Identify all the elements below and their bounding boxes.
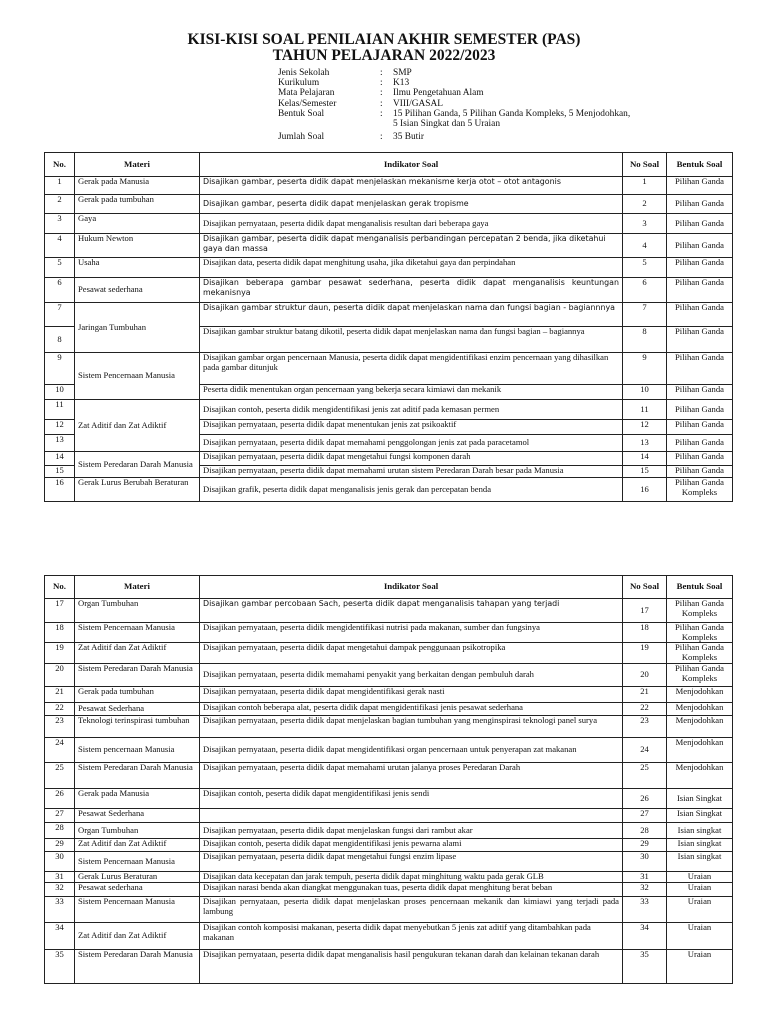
col-header-materi: Materi: [75, 576, 200, 599]
cell-no: 21: [45, 687, 75, 703]
cell-materi: Sistem Peredaran Darah Manusia: [75, 664, 200, 687]
document-title: KISI-KISI SOAL PENILAIAN AKHIR SEMESTER (PAS): [187, 31, 581, 48]
cell-no: 23: [45, 716, 75, 738]
document-subtitle: TAHUN PELAJARAN 2022/2023: [272, 47, 496, 64]
cell-materi: Gerak pada tumbuhan: [75, 195, 200, 214]
cell-materi: Pesawat Sederhana: [75, 703, 200, 716]
cell-no: 26: [45, 789, 75, 809]
table-row: [45, 897, 733, 923]
cell-materi: Gerak pada Manusia: [75, 789, 200, 809]
cell-no-soal: 26: [623, 789, 667, 809]
cell-no: 8: [45, 327, 75, 353]
cell-no-soal: 30: [623, 852, 667, 872]
table-row: [45, 303, 733, 327]
cell-indikator: [200, 809, 623, 823]
cell-indikator: Disajikan pernyataan, peserta didik dapat menjelaskan bagian tumbuhan yang menginspirasi teknologi panel surya: [200, 716, 623, 738]
cell-bentuk: Isian singkat: [667, 852, 733, 872]
cell-no-soal: 14: [623, 452, 667, 466]
cell-indikator: Disajikan gambar struktur batang dikotil, peserta didik dapat menjelaskan nama dan fungsi bagian – bagiannya: [200, 327, 623, 353]
cell-no: 4: [45, 234, 75, 258]
cell-no-soal: 24: [623, 738, 667, 763]
cell-no: 10: [45, 385, 75, 400]
cell-indikator: Disajikan contoh, peserta didik dapat mengidentifikasi jenis pewarna alami: [200, 839, 623, 852]
cell-indikator: Disajikan data kecepatan dan jarak tempuh, peserta didik dapat minghitung waktu pada gerak GLB: [200, 872, 623, 883]
cell-no: 27: [45, 809, 75, 823]
col-header-no: No.: [45, 576, 75, 599]
cell-bentuk: Uraian: [667, 923, 733, 950]
table-row: [45, 763, 733, 789]
meta-row: [278, 132, 693, 142]
table-row: [45, 883, 733, 897]
meta-colon: :: [380, 78, 383, 89]
cell-bentuk: Pilihan Ganda: [667, 400, 733, 420]
meta-label: Bentuk Soal: [278, 108, 325, 119]
cell-materi: Pesawat sederhana: [75, 278, 200, 303]
meta-value: 35 Butir: [393, 132, 424, 143]
cell-materi: Gerak pada tumbuhan: [75, 687, 200, 703]
cell-indikator: Disajikan contoh beberapa alat, peserta didik dapat mengidentifikasi jenis pesawat sederhana: [200, 703, 623, 716]
cell-no: 24: [45, 738, 75, 763]
cell-bentuk: Pilihan Ganda: [667, 385, 733, 400]
cell-no: 7: [45, 303, 75, 327]
cell-materi: Zat Aditif dan Zat Adiktif: [75, 643, 200, 664]
cell-no-soal: 34: [623, 923, 667, 950]
meta-value: SMP: [393, 68, 412, 78]
cell-no: 2: [45, 195, 75, 214]
cell-no: 28: [45, 823, 75, 839]
kisi-table-1: [44, 152, 733, 502]
kisi-table-2: [44, 575, 733, 984]
cell-no-soal: 22: [623, 703, 667, 716]
cell-indikator: Disajikan pernyataan, peserta didik memahami penyakit yang berkaitan dengan pembuluh darah: [200, 664, 623, 687]
cell-indikator: Disajikan contoh, peserta didik mengidentifikasi jenis zat aditif pada kemasan permen: [200, 400, 623, 420]
table-row: [45, 478, 733, 502]
document-meta: [278, 68, 693, 142]
cell-bentuk: Pilihan Ganda: [667, 435, 733, 452]
meta-label: Kelas/Semester: [278, 98, 337, 109]
table-row: [45, 716, 733, 738]
cell-bentuk: Pilihan Ganda Kompleks: [667, 599, 733, 623]
cell-no-soal: 16: [623, 478, 667, 502]
cell-materi: Sistem Peredaran Darah Manusia: [75, 950, 200, 984]
cell-materi: Pesawat sederhana: [75, 883, 200, 897]
cell-bentuk: Pilihan Ganda: [667, 258, 733, 278]
cell-no-soal: 31: [623, 872, 667, 883]
cell-bentuk: Uraian: [667, 883, 733, 897]
cell-no-soal: 5: [623, 258, 667, 278]
cell-materi: Gerak pada Manusia: [75, 177, 200, 195]
cell-bentuk: Pilihan Ganda: [667, 420, 733, 435]
cell-no-soal: 10: [623, 385, 667, 400]
cell-bentuk: Uraian: [667, 872, 733, 883]
cell-bentuk: Pilihan Ganda: [667, 234, 733, 258]
cell-no: 15: [45, 466, 75, 478]
table-row: [45, 823, 733, 839]
cell-materi: Organ Tumbuhan: [75, 599, 200, 623]
cell-indikator: Disajikan pernyataan, peserta didik dapat mengetahui fungsi enzim lipase: [200, 852, 623, 872]
col-header-bentuk: Bentuk Soal: [667, 153, 733, 177]
meta-colon: :: [380, 68, 383, 78]
table-row: [45, 400, 733, 420]
cell-materi: Sistem Pencernaan Manusia: [75, 852, 200, 872]
col-header-indikator: Indikator Soal: [200, 153, 623, 177]
cell-indikator: Disajikan pernyataan, peserta didik dapat mengetahui fungsi komponen darah: [200, 452, 623, 466]
cell-materi: Zat Aditif dan Zat Adiktif: [75, 839, 200, 852]
cell-no: 32: [45, 883, 75, 897]
meta-colon: :: [380, 88, 383, 99]
cell-bentuk: Isian singkat: [667, 839, 733, 852]
cell-indikator: Disajikan contoh komposisi makanan, peserta didik dapat menyebutkan 5 jenis zat aditif yang ditambahkan pada makanan: [200, 923, 623, 950]
meta-label: Kurikulum: [278, 78, 320, 89]
cell-indikator: Disajikan gambar percobaan Sach, peserta didik dapat menganalisis tahapan yang terjadi: [200, 599, 623, 623]
cell-no: 22: [45, 703, 75, 716]
meta-value: Ilmu Pengetahuan Alam: [393, 88, 484, 99]
cell-bentuk: Uraian: [667, 897, 733, 923]
cell-no: 19: [45, 643, 75, 664]
cell-no-soal: 17: [623, 599, 667, 623]
cell-indikator: Disajikan gambar, peserta didik dapat menganalisis perbandingan percepatan 2 benda, jika diketahui gaya dan massa: [200, 234, 623, 258]
meta-value: K13: [393, 78, 410, 89]
cell-bentuk: Uraian: [667, 950, 733, 984]
cell-no: 5: [45, 258, 75, 278]
cell-no-soal: 20: [623, 664, 667, 687]
cell-bentuk: Pilihan Ganda: [667, 303, 733, 327]
cell-no: 1: [45, 177, 75, 195]
table-row: [45, 687, 733, 703]
cell-bentuk: Isian Singkat: [667, 809, 733, 823]
col-header-no-soal: No Soal: [623, 576, 667, 599]
cell-indikator: Disajikan gambar, peserta didik dapat menjelaskan gerak tropisme: [200, 195, 623, 214]
cell-no: 13: [45, 435, 75, 452]
table-row: [45, 452, 733, 466]
cell-no: 3: [45, 214, 75, 234]
cell-no-soal: 33: [623, 897, 667, 923]
cell-bentuk: Menjodohkan: [667, 687, 733, 703]
cell-bentuk: Isian singkat: [667, 823, 733, 839]
table-row: [45, 599, 733, 623]
cell-indikator: Disajikan pernyataan, peserta didik dapat menganalisis hasil pengukuran tekanan darah dan kelainan tekanan darah: [200, 950, 623, 984]
cell-materi: Gerak Lurus Berubah Beraturan: [75, 478, 200, 502]
cell-no-soal: 3: [623, 214, 667, 234]
cell-no-soal: 28: [623, 823, 667, 839]
cell-no-soal: 12: [623, 420, 667, 435]
col-header-indikator: Indikator Soal: [200, 576, 623, 599]
cell-materi: Jaringan Tumbuhan: [75, 303, 200, 353]
cell-no: 35: [45, 950, 75, 984]
cell-indikator: Disajikan pernyataan, peserta didik dapat memahami penggolongan jenis zat pada paracetamol: [200, 435, 623, 452]
cell-indikator: Disajikan pernyataan, peserta didik dapat mengetahui dampak penggunaan psikotropika: [200, 643, 623, 664]
cell-materi: Hukum Newton: [75, 234, 200, 258]
cell-bentuk: Pilihan Ganda Kompleks: [667, 478, 733, 502]
cell-no: 12: [45, 420, 75, 435]
cell-no: 30: [45, 852, 75, 872]
cell-no: 31: [45, 872, 75, 883]
cell-bentuk: Pilihan Ganda Kompleks: [667, 664, 733, 687]
cell-indikator: Disajikan pernyataan, peserta didik dapat menjelaskan proses pencernaan mekanik dan kimiawi yang terjadi pada lambung: [200, 897, 623, 923]
table-row: [45, 353, 733, 385]
cell-no: 14: [45, 452, 75, 466]
cell-no-soal: 25: [623, 763, 667, 789]
cell-indikator: Disajikan pernyataan, peserta didik dapat menjelaskan fungsi dari rambut akar: [200, 823, 623, 839]
table-row: [45, 789, 733, 809]
meta-row: [278, 88, 693, 98]
table-row: [45, 950, 733, 984]
cell-indikator: Disajikan pernyataan, peserta didik mengidentifikasi nutrisi pada makanan, sumber dan fungsinya: [200, 623, 623, 643]
meta-label: Mata Pelajaran: [278, 88, 335, 99]
cell-materi: Sistem Pencernaan Manusia: [75, 353, 200, 400]
cell-materi: Sistem Pencernaan Manusia: [75, 897, 200, 923]
cell-indikator: Disajikan pernyataan, peserta didik dapat memahami urutan jalanya proses Peredaran Darah: [200, 763, 623, 789]
cell-materi: Sistem Pencernaan Manusia: [75, 623, 200, 643]
cell-bentuk: Menjodohkan: [667, 703, 733, 716]
col-header-no: No.: [45, 153, 75, 177]
cell-no: 29: [45, 839, 75, 852]
cell-bentuk: Menjodohkan: [667, 716, 733, 738]
cell-indikator: Disajikan gambar organ pencernaan Manusia, peserta didik dapat mengidentifikasi enzim pencernaan yang dihasilkan pada gambar ditunjuk: [200, 353, 623, 385]
table-header-row: [45, 576, 733, 599]
meta-value-continued: 5 Isian Singkat dan 5 Uraian: [393, 119, 501, 130]
cell-no-soal: 6: [623, 278, 667, 303]
cell-indikator: Disajikan beberapa gambar pesawat sederhana, peserta didik dapat menganalisis keuntungan mekanisnya: [200, 278, 623, 303]
cell-no: 33: [45, 897, 75, 923]
table-row: [45, 703, 733, 716]
table-row: [45, 258, 733, 278]
cell-bentuk: Pilihan Ganda: [667, 195, 733, 214]
cell-bentuk: Pilihan Ganda: [667, 278, 733, 303]
cell-no-soal: 23: [623, 716, 667, 738]
cell-no-soal: 7: [623, 303, 667, 327]
table-row: [45, 852, 733, 872]
cell-no: 20: [45, 664, 75, 687]
col-header-materi: Materi: [75, 153, 200, 177]
cell-indikator: Disajikan pernyataan, peserta didik dapat mengidentifikasi gerak nasti: [200, 687, 623, 703]
cell-no-soal: 8: [623, 327, 667, 353]
table-row: [45, 839, 733, 852]
cell-no-soal: 32: [623, 883, 667, 897]
cell-no-soal: 9: [623, 353, 667, 385]
meta-row: [278, 109, 693, 119]
cell-indikator: Disajikan narasi benda akan diangkat menggunakan tuas, peserta didik dapat menghitung berat beban: [200, 883, 623, 897]
cell-no: 9: [45, 353, 75, 385]
cell-no-soal: 21: [623, 687, 667, 703]
cell-bentuk: Pilihan Ganda: [667, 353, 733, 385]
cell-indikator: Disajikan contoh, peserta didik dapat mengidentifikasi jenis sendi: [200, 789, 623, 809]
table-row: [45, 643, 733, 664]
cell-materi: Organ Tumbuhan: [75, 823, 200, 839]
cell-indikator: Disajikan gambar, peserta didik dapat menjelaskan mekanisme kerja otot – otot antagonis: [200, 177, 623, 195]
table-row: [45, 923, 733, 950]
table-row: [45, 234, 733, 258]
cell-indikator: Disajikan grafik, peserta didik dapat menganalisis jenis gerak dan percepatan benda: [200, 478, 623, 502]
table-row: [45, 664, 733, 687]
cell-no-soal: 18: [623, 623, 667, 643]
col-header-no-soal: No Soal: [623, 153, 667, 177]
cell-materi: Sistem Peredaran Darah Manusia: [75, 452, 200, 478]
cell-bentuk: Pilihan Ganda: [667, 327, 733, 353]
cell-bentuk: Isian Singkat: [667, 789, 733, 809]
cell-indikator: Disajikan pernyataan, peserta didik dapat menentukan jenis zat psikoaktif: [200, 420, 623, 435]
table-row: [45, 738, 733, 763]
col-header-bentuk: Bentuk Soal: [667, 576, 733, 599]
meta-value: VIII/GASAL: [393, 98, 443, 109]
cell-indikator: Disajikan gambar struktur daun, peserta didik dapat menjelaskan nama dan fungsi bagian - bagiannnya: [200, 303, 623, 327]
cell-no-soal: 2: [623, 195, 667, 214]
table-row: [45, 623, 733, 643]
cell-no-soal: 11: [623, 400, 667, 420]
cell-materi: Sistem pencernaan Manusia: [75, 738, 200, 763]
meta-row: [278, 68, 693, 78]
cell-no: 11: [45, 400, 75, 420]
cell-bentuk: Pilihan Ganda Kompleks: [667, 623, 733, 643]
cell-no-soal: 29: [623, 839, 667, 852]
meta-label: Jumlah Soal: [278, 132, 325, 143]
meta-colon: :: [380, 132, 383, 143]
cell-materi: Sistem Peredaran Darah Manusia: [75, 763, 200, 789]
cell-no-soal: 15: [623, 466, 667, 478]
cell-bentuk: Pilihan Ganda: [667, 466, 733, 478]
table-row: [45, 195, 733, 214]
cell-no: 18: [45, 623, 75, 643]
cell-no-soal: 4: [623, 234, 667, 258]
meta-row: [278, 78, 693, 88]
cell-bentuk: Pilihan Ganda: [667, 177, 733, 195]
cell-no: 34: [45, 923, 75, 950]
cell-bentuk: Pilihan Ganda: [667, 214, 733, 234]
cell-no: 25: [45, 763, 75, 789]
cell-indikator: Peserta didik menentukan organ pencernaan yang bekerja secara kimiawi dan mekanik: [200, 385, 623, 400]
cell-no-soal: 27: [623, 809, 667, 823]
cell-no: 16: [45, 478, 75, 502]
meta-colon: :: [380, 98, 383, 109]
cell-bentuk: Menjodohkan: [667, 763, 733, 789]
cell-no-soal: 1: [623, 177, 667, 195]
cell-bentuk: Menjodohkan: [667, 738, 733, 763]
table-header-row: [45, 153, 733, 177]
table-row: [45, 872, 733, 883]
table-row: [45, 214, 733, 234]
cell-bentuk: Pilihan Ganda: [667, 452, 733, 466]
meta-colon: :: [380, 108, 383, 119]
meta-value: 15 Pilihan Ganda, 5 Pilihan Ganda Kompleks, 5 Menjodohkan,: [393, 108, 631, 119]
cell-no-soal: 19: [623, 643, 667, 664]
cell-indikator: Disajikan pernyataan, peserta didik dapat memahami urutan sistem Peredaran Darah besar pada Manusia: [200, 466, 623, 478]
table-row: [45, 177, 733, 195]
cell-no: 6: [45, 278, 75, 303]
cell-materi: Pesawat Sederhana: [75, 809, 200, 823]
cell-materi: Usaha: [75, 258, 200, 278]
cell-indikator: Disajikan pernyataan, peserta didik dapat menganalisis resultan dari beberapa gaya: [200, 214, 623, 234]
table-row: [45, 809, 733, 823]
cell-materi: Zat Aditif dan Zat Adiktif: [75, 400, 200, 452]
cell-materi: Gaya: [75, 214, 200, 234]
cell-materi: Teknologi terinspirasi tumbuhan: [75, 716, 200, 738]
meta-label: Jenis Sekolah: [278, 68, 330, 78]
meta-row: [278, 119, 693, 129]
cell-bentuk: Pilihan Ganda Kompleks: [667, 643, 733, 664]
table-row: [45, 278, 733, 303]
meta-row: [278, 99, 693, 109]
cell-no: 17: [45, 599, 75, 623]
cell-no-soal: 35: [623, 950, 667, 984]
cell-materi: Gerak Lurus Beraturan: [75, 872, 200, 883]
cell-indikator: Disajikan pernyataan, peserta didik dapat mengidentifikasi organ pencernaan untuk penyerapan zat makanan: [200, 738, 623, 763]
cell-materi: Zat Aditif dan Zat Adiktif: [75, 923, 200, 950]
cell-no-soal: 13: [623, 435, 667, 452]
cell-indikator: Disajikan data, peserta didik dapat menghitung usaha, jika diketahui gaya dan perpindahan: [200, 258, 623, 278]
